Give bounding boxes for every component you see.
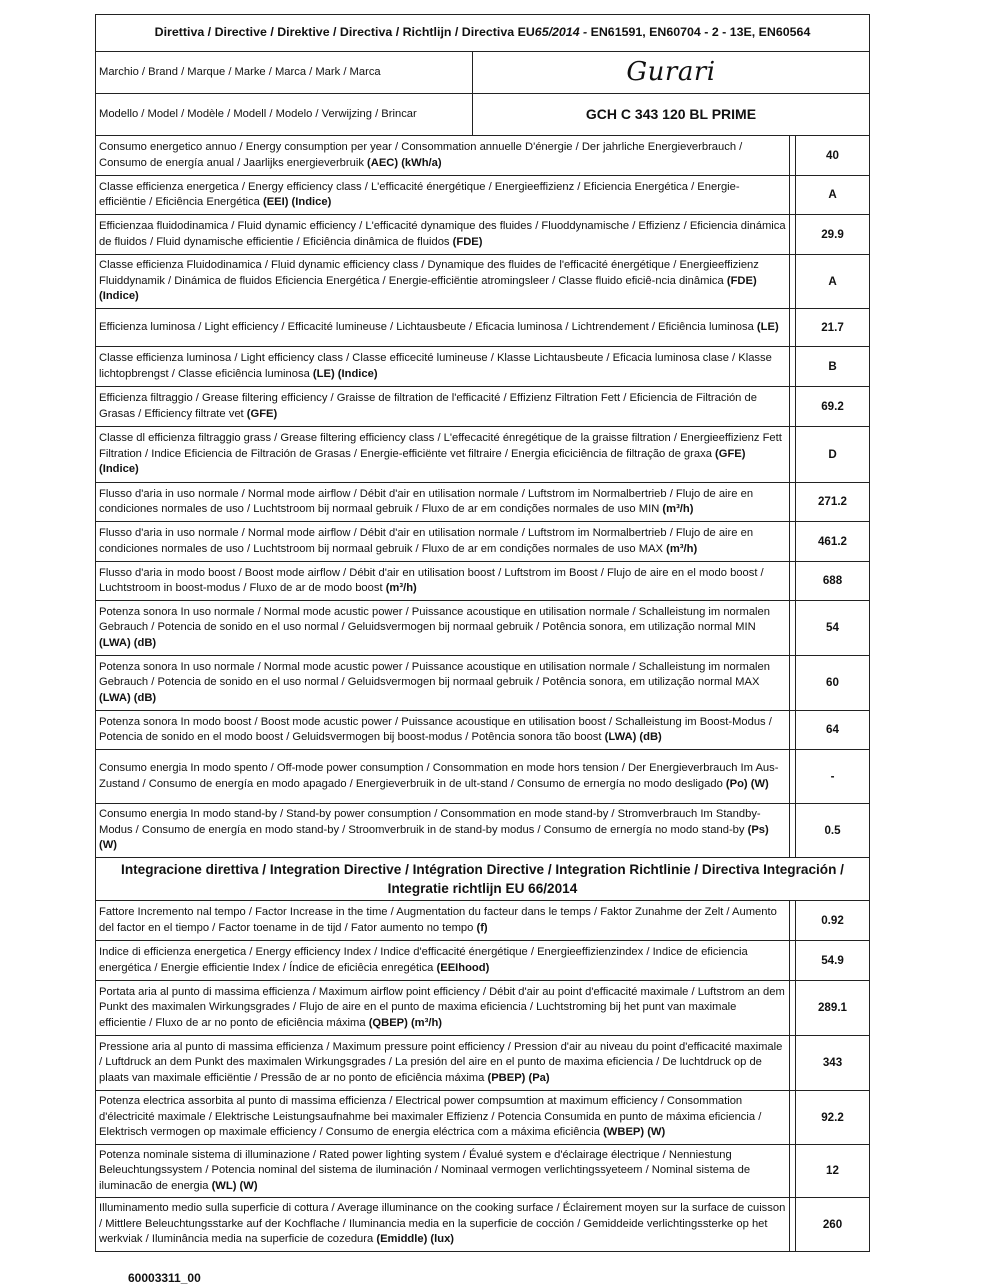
parameter-text: Flusso d'aria in modo boost / Boost mode airflow / Débit d'air en utilisation boost / Luftstrom im Boost / Flujo de aire en el modo boost / Luchtstroom in boost-modus / Fluxo de ar de modo boost (99, 566, 764, 594)
parameter-unit: (WBEP) (W) (603, 1126, 666, 1139)
parameter-value: 60 (796, 656, 870, 711)
parameter-text: Classe efficienza energetica / Energy efficiency class / L'efficacité énergétique / Energieeffizienz / Eficiencia Energética / Energie-efficiëntie / Eficiência Energética (99, 180, 740, 208)
parameter-label (96, 1198, 790, 1252)
parameter-row (96, 522, 870, 562)
parameter-text: Portata aria al punto di massima efficienza / Maximum airflow point efficiency / Débit d'air au point d'efficacité maximale / Luftstrom an dem Punkt des maximalen Wirkungsgrades / Flujo de aire en el punto de maxima eficiencia / Luchtstroming bij het punt van maximale efficientie / Fluxo de ar no ponto de eficiência máxima (99, 985, 785, 1029)
parameter-text: Potenza nominale sistema di illuminazione / Rated power lighting system / Évalué system e d'éclairage électrique / Nenniestung Beleuchtungssystem / Potencia nominal del sistema de iluminación / Nominaal vermogen verlichtingssyeteem / Nominal sistema de iluminacão de energia (99, 1148, 751, 1192)
parameter-unit: (FDE) (Indice) (99, 274, 757, 303)
parameter-value: 289.1 (796, 981, 870, 1036)
parameter-value: 54.9 (796, 941, 870, 981)
parameter-row (96, 656, 870, 711)
parameter-unit: (GFE) (Indice) (99, 447, 746, 476)
parameter-row (96, 483, 870, 522)
parameter-unit: (QBEP) (m³/h) (368, 1016, 443, 1029)
parameter-label (96, 981, 790, 1036)
brand-logo: Gurari (473, 52, 870, 94)
parameter-unit: (GFE) (246, 407, 278, 420)
parameter-row (96, 255, 870, 309)
parameter-unit: (f) (476, 921, 488, 934)
parameter-text: Flusso d'aria in uso normale / Normal mode airflow / Débit d'air en utilisation normale / Luftstrom im Normalbertrieb / Flujo de aire en condiciones normales de uso / Luchtstroom bij normaal gebruik / Fluxo de ar em condições normales de uso MAX (99, 527, 754, 555)
parameter-label (96, 347, 790, 387)
parameter-unit: (FDE) (452, 235, 483, 248)
parameter-row (96, 1091, 870, 1145)
parameter-value: 271.2 (796, 483, 870, 522)
parameter-text: Classe dl efficienza filtraggio grass / Grease filtering efficiency class / L'effecacité énregétique de la graisse filtration / Energieeffizienz Fett Filtration / Indice Eficiencia de Filtración de Grasas / Energie-efficiënte vet filtraire / Energia eficiciência de filtração de graxa (99, 432, 782, 460)
parameter-row (96, 941, 870, 981)
parameter-unit: (EEI) (Indice) (262, 196, 332, 208)
model-label: Modello / Model / Modèle / Modell / Modelo / Verwijzing / Brincar (96, 94, 473, 136)
document-code: 60003311_00 (128, 1271, 201, 1285)
parameter-value: A (796, 255, 870, 309)
parameter-value: 461.2 (796, 522, 870, 562)
parameter-label (96, 136, 790, 176)
parameter-value: 92.2 (796, 1091, 870, 1145)
parameter-text: Potenza sonora In uso normale / Normal mode acustic power / Puissance acoustique en utilisation normale / Schalleistung im normalen Gebrauch / Potencia de sonido en el uso normal / Geluidsvermogen bij normaal gebruik / Potência sonora, em utilização normal MIN (99, 605, 770, 634)
parameter-text: Potenza electrica assorbita al punto di massima efficienza / Electrical power compsumtion at maximum efficiency / Consommation d'électricité maximale / Elektrische Leistungsaufnahme bei maximaler Effizienz / Potencia Consumida en punto de máxima eficiencia / Elektrisch vermogen op maximale efficiency / Consumo de energia eléctrica com a máxima eficiência (99, 1095, 762, 1139)
parameter-row (96, 427, 870, 483)
parameter-row (96, 901, 870, 941)
parameter-unit: (LWA) (dB) (99, 691, 157, 704)
parameter-label (96, 1145, 790, 1198)
parameter-unit: (AEC) (kWh/a) (367, 156, 442, 169)
integration-section-row (96, 858, 870, 901)
parameter-text: Fattore Incremento nal tempo / Factor Increase in the time / Augmentation du facteur dans le temps / Faktor Zunahme der Zelt / Aumento del factor en el tiempo / Factor toename in de tijd / Fator aumento no tempo (99, 906, 777, 934)
parameter-text: Potenza sonora In modo boost / Boost mode acustic power / Puissance acoustique en utilisation boost / Schalleistung im Boost-Modus / Potencia de sonido en el modo boost / Geluidsvermogen bij boost-modus / Potência sonora tão boost (99, 715, 772, 743)
integration-table-body (96, 901, 870, 1252)
parameter-value: - (796, 750, 870, 804)
parameter-row (96, 981, 870, 1036)
directive-standards: EN61591, EN60704 - 2 - 13E, EN60564 (587, 25, 811, 40)
parameter-label (96, 387, 790, 427)
parameter-value: A (796, 176, 870, 215)
parameter-text: Consumo energia In modo stand-by / Stand-by power consumption / Consommation en mode stand-by / Stromverbrauch Im Standby-Modus / Consumo de energía en modo stand-by / Stroomverbruik in de stand-by modus / Consumo de ernergía no modo stand-by (99, 808, 761, 836)
parameter-label (96, 656, 790, 711)
parameter-row (96, 1036, 870, 1091)
parameter-label (96, 601, 790, 656)
parameter-value: 343 (796, 1036, 870, 1091)
parameter-row (96, 309, 870, 347)
parameter-text: Flusso d'aria in uso normale / Normal mode airflow / Débit d'air en utilisation normale / Luftstrom im Normalbertrieb / Flujo de aire en condiciones normales de uso / Luchtstroom bij normaal gebruik / Fluxo de ar em condições normales de uso MIN (99, 487, 754, 515)
directive-table (95, 14, 870, 1252)
parameter-unit: (LWA) (dB) (604, 731, 662, 743)
parameter-unit: (LWA) (dB) (99, 636, 157, 649)
integration-section-title: Integracione direttiva / Integration Directive / Intégration Directive / Integration Richtlinie / Directiva Integración / Integratie richtlijn EU 66/2014 (96, 858, 870, 901)
parameter-label (96, 711, 790, 750)
parameter-text: Classe efficienza Fluidodinamica / Fluid dynamic efficiency class / Dynamique des fluides de l'efficacité énergétique / Energieeffizienz Fluiddynamik / Dinámica de fluidos Eficiencia Energética / Energie-efficiëntie atromingsleer / Classe fluido eficiê-ncia dinâmica (99, 259, 759, 287)
parameter-text: Illuminamento medio sulla superficie di cottura / Average illuminance on the cooking surface / Éclairement moyen sur la surface de cuisson / Mittlere Beleuchtungsstarke auf der Kochflache / Iluminancia media en la superficie de cocción / Gemiddeide verlichtingssterke op het werkviak / Iluminância media na superficie de cozedura (99, 1202, 786, 1246)
model-value: GCH C 343 120 BL PRIME (473, 94, 870, 136)
parameter-value: 0.5 (796, 804, 870, 858)
parameter-unit: (Po) (W) (725, 777, 769, 790)
parameter-value: B (796, 347, 870, 387)
parameter-unit: (Emiddle) (lux) (376, 1233, 455, 1246)
parameter-text: Efficienza luminosa / Light efficiency / Efficacité lumineuse / Lichtausbeute / Eficacia luminosa / Lichtrendement / Eficiência luminosa (99, 320, 757, 333)
parameter-row (96, 347, 870, 387)
parameter-row (96, 1198, 870, 1252)
parameter-unit: (LE) (756, 320, 779, 333)
parameter-row (96, 1145, 870, 1198)
parameter-value: 69.2 (796, 387, 870, 427)
parameter-label (96, 522, 790, 562)
parameter-row (96, 215, 870, 255)
parameter-value: 40 (796, 136, 870, 176)
directive-number: 65/2014 - (534, 25, 588, 40)
parameter-text: Pressione aria al punto di massima efficienza / Maximum pressure point efficiency / Pression d'air au niveau du point d'efficacité maximale / Luftdruck an dem Punkt des maximalen Wirkungsgrades / La presión del aire en el punto de maxima eficiencia / De luchtdruck op de plaats van maximale efficiëntie / Pressão de ar no ponto de eficiência máxima (99, 1040, 783, 1084)
parameter-label (96, 1091, 790, 1145)
parameter-label (96, 427, 790, 483)
energy-label-sheet (95, 14, 869, 1252)
parameter-value: 12 (796, 1145, 870, 1198)
parameter-row (96, 176, 870, 215)
parameter-label (96, 901, 790, 941)
parameter-text: Indice di efficienza energetica / Energy efficiency Index / Indice d'efficacité énergétique / Energieeffizienzindex / Indice de eficiencia energética / Energie efficientie Index / Índice de eficiêcia enregética (99, 946, 748, 974)
parameter-label (96, 176, 790, 215)
parameter-label (96, 309, 790, 347)
parameter-value: D (796, 427, 870, 483)
directive-header (96, 15, 870, 52)
parameter-label (96, 215, 790, 255)
parameter-text: Consumo energia In modo spento / Off-mode power consumption / Consommation en mode hors tension / Der Energieverbrauch Im Aus-Zustand / Consumo de energía en modo apagado / Energieverbruik in de ult-stand / Consumo de ernergía no modo desligado (99, 762, 779, 790)
parameter-text: Potenza sonora In uso normale / Normal mode acustic power / Puissance acoustique en utilisation normale / Schalleistung im normalen Gebrauch / Potencia de sonido en el uso normal / Geluidsvermogen bij normaal gebruik / Potência sonora, em utilização normal MAX (99, 660, 770, 689)
parameters-table-body (96, 136, 870, 858)
parameter-unit: (PBEP) (Pa) (487, 1071, 550, 1084)
parameter-value: 29.9 (796, 215, 870, 255)
parameter-row (96, 387, 870, 427)
parameter-unit: (m³/h) (666, 542, 698, 555)
parameter-unit: (m³/h) (662, 503, 694, 515)
model-row (96, 94, 870, 136)
parameter-label (96, 941, 790, 981)
parameter-value: 0.92 (796, 901, 870, 941)
parameter-unit: (EEIhood) (436, 961, 490, 974)
parameter-label (96, 562, 790, 601)
parameter-label (96, 1036, 790, 1091)
parameter-unit: (WL) (W) (211, 1179, 258, 1192)
parameter-value: 688 (796, 562, 870, 601)
parameter-text: Classe efficienza luminosa / Light efficiency class / Classe efficecité lumineuse / Klasse Lichtausbeute / Eficacia luminosa clase / Klasse lichtopbrengst / Classe eficiência luminosa (99, 352, 772, 380)
parameter-label (96, 804, 790, 858)
directive-prefix: Direttiva / Directive / Direktive / Directiva / Richtlijn / Directiva EU (154, 25, 535, 40)
parameter-value: 260 (796, 1198, 870, 1252)
parameter-value: 21.7 (796, 309, 870, 347)
parameter-unit: (Ps) (W) (99, 823, 769, 852)
parameter-label (96, 255, 790, 309)
parameter-unit: (LE) (Indice) (312, 367, 378, 380)
parameter-row (96, 750, 870, 804)
brand-row (96, 52, 870, 94)
parameter-text: Efficienza filtraggio / Grease filtering efficiency / Graisse de filtration de l'efficacité / Effizienz Filtration Fett / Eficiencia de Filtración de Grasas / Efficiency filtrate vet (99, 392, 757, 420)
parameter-value: 54 (796, 601, 870, 656)
parameter-label (96, 750, 790, 804)
parameter-text: Consumo energetico annuo / Energy consumption per year / Consommation annuelle D'énergie / Der jahrliche Energieverbrauch / Consumo de energía anual / Jaarlijks energieverbruik (99, 141, 743, 169)
parameter-label (96, 483, 790, 522)
parameter-row (96, 804, 870, 858)
parameter-text: Efficienzaa fluidodinamica / Fluid dynamic efficiency / L'efficacité dynamique des fluides / Fluoddynamische / Effizienz / Eficiencia dinámica de fluidos / Fluid dynamische efficientie / Eficiência dinâmica de fluidos (99, 220, 786, 248)
parameter-value: 64 (796, 711, 870, 750)
parameter-unit: (m³/h) (385, 582, 417, 594)
brand-label: Marchio / Brand / Marque / Marke / Marca / Mark / Marca (96, 52, 473, 94)
directive-header-row (96, 15, 870, 52)
parameter-row (96, 562, 870, 601)
parameter-row (96, 136, 870, 176)
parameter-row (96, 601, 870, 656)
parameter-row (96, 711, 870, 750)
